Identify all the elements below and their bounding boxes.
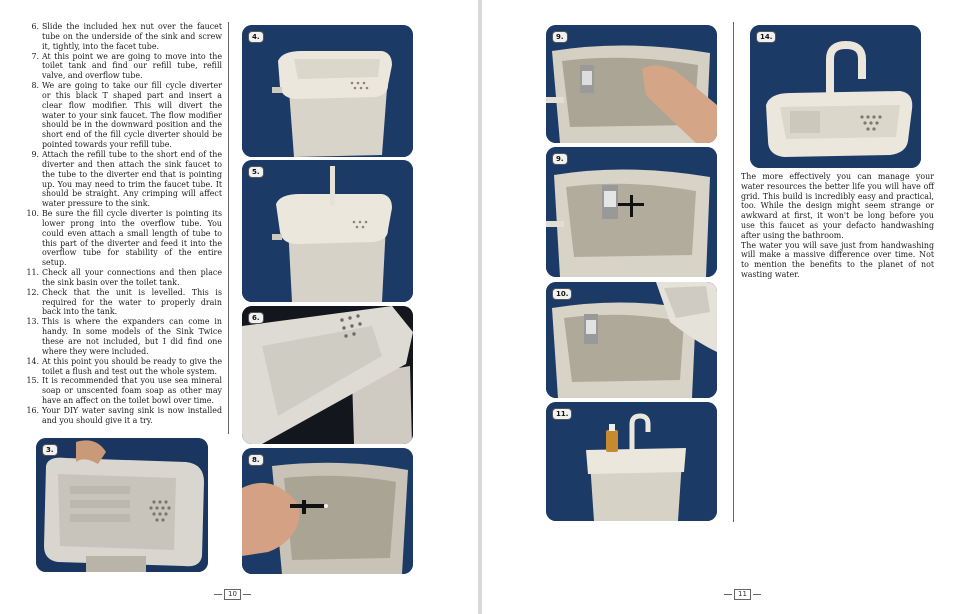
instruction-steps (26, 22, 222, 426)
photo-9b-diverter-installed (546, 147, 717, 277)
photo-5-tank-faucet-tube (242, 160, 413, 302)
column-divider-right (733, 22, 734, 522)
photo-6-label: 6. (248, 312, 264, 324)
photo-10-label: 10. (552, 288, 572, 300)
photo-14-faucet-closeup (750, 25, 921, 168)
step-12: 12. Check that the unit is levelled. This is required for the water to properly drain back into the tank. (26, 287, 222, 317)
photo-5-label: 5. (248, 166, 264, 178)
photo-3-sink-underside (36, 438, 208, 572)
photo-11-completed-sink (546, 402, 717, 521)
step-11: 11. Check all your connections and then place the sink basin over the toilet tank. (26, 268, 222, 287)
photo-11-label: 11. (552, 408, 572, 420)
photo-4-tank-lid (242, 25, 413, 157)
photo-14-image (750, 25, 921, 168)
photo-9a-hand-in-tank (546, 25, 717, 143)
step-15: 15. It is recommended that you use sea mineral soap or unscented foam soap as other may have an affect on the toilet bowl over time. (26, 376, 222, 406)
step-7: 7. At this point we are going to move into the toilet tank and find our refill tube, refill valve, and overflow tube. (31, 51, 222, 81)
photo-10-image (546, 282, 717, 398)
photo-3-image (36, 438, 208, 572)
step-6: 6. Slide the included hex nut over the faucet tube on the underside of the sink and screw it, tightly, into the facet tube. (31, 22, 222, 51)
step-10: 10. Be sure the fill cycle diverter is pointing its lower prong into the overflow tube. You could even attach a small length of tube to this part of the diverter and feed it into the overflow tube for stability of the entire setup. (26, 209, 222, 268)
step-14: 14. At this point you should be ready to give the toilet a flush and test out the whole system. (26, 356, 222, 376)
photo-9a-label: 9. (552, 31, 568, 43)
closing-text (741, 172, 934, 280)
photo-9b-label: 9. (552, 153, 568, 165)
page-number-right: 11 (724, 589, 761, 600)
photo-4-label: 4. (248, 31, 264, 43)
photo-8-label: 8. (248, 454, 264, 466)
page-number-left: 10 (214, 589, 251, 600)
photo-4-image (242, 25, 413, 157)
photo-9a-image (546, 25, 717, 143)
photo-5-image (242, 160, 413, 302)
step-16: 16. Your DIY water saving sink is now installed and you should give it a try. (26, 405, 222, 425)
photo-6-image (242, 306, 413, 444)
photo-6-basin-over-tank (242, 306, 413, 444)
photo-9b-image (546, 147, 717, 277)
step-13: 13. This is where the expanders can come in handy. In some models of the Sink Twice these are not included, but I did find one where they were included. (26, 317, 222, 356)
photo-10-basin-lowering (546, 282, 717, 398)
closing-paragraph-1: The more effectively you can manage your water resources the better life you will have off grid. This build is incredibly easy and practical, too. While the design might seem strange or awkward at first, it won't be long before you use this faucet as your defacto handwashing after using the bathroom. (741, 172, 934, 240)
photo-14-label: 14. (756, 31, 776, 43)
column-divider (228, 22, 229, 434)
step-8: 8. We are going to take our fill cycle diverter or this black T shaped part and insert a clear flow modifier. This will divert the water to your sink faucet. The flow modifier should be in the downward position and the short end of the fill cycle diverter should be pointed towards your refill tube. (31, 81, 222, 150)
closing-paragraph-2: The water you will save just from handwashing will make a massive difference over time. Not to mention the benefits to the planet of not wasting water. (741, 240, 934, 279)
photo-11-image (546, 402, 717, 521)
photo-3-label: 3. (42, 444, 58, 456)
photo-8-diverter-in-hand (242, 448, 413, 574)
photo-8-image (242, 448, 413, 574)
left-page (0, 0, 478, 614)
step-9: 9. Attach the refill tube to the short end of the diverter and then attach the sink faucet to the tube to the diverter end that is pointing up. You may need to trim the faucet tube. It should be straight. Any crimping will affect water pressure to the sink. (31, 149, 222, 209)
right-page (482, 0, 960, 614)
